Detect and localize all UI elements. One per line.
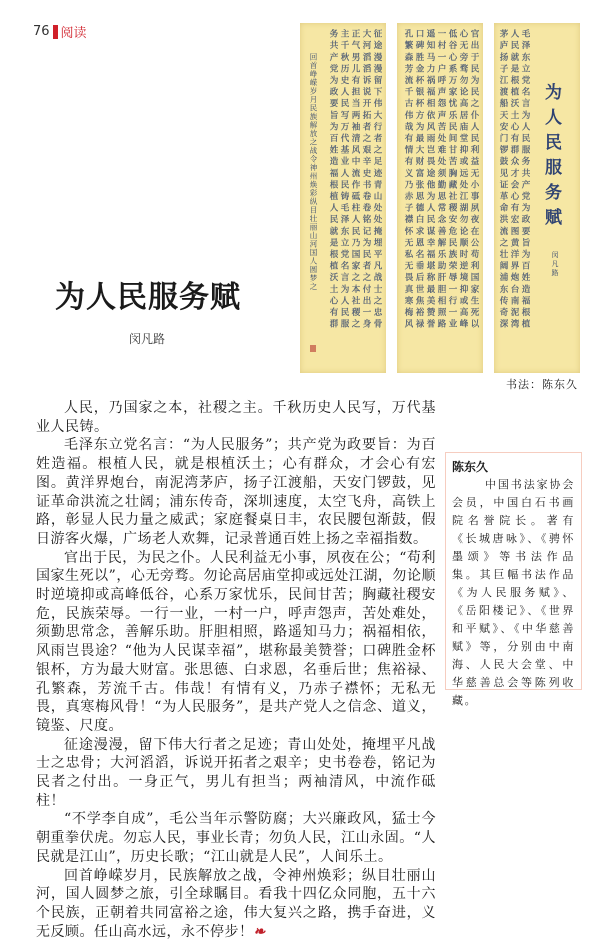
calligraphy-columns <box>403 29 479 331</box>
page-number: 76 <box>33 24 50 39</box>
calligraphy-column: 孔繁森芳流千古伟哉有情有义乃赤子襟怀无私无畏真寒梅风 <box>403 29 413 331</box>
paragraph: “不学李自成”，毛公当年示警防腐；大兴廉政风，猛士今朝重拳伏虎。勿忘人民，事业长青；勿负人民，江山永固。“人民就是江山”，历史长歌；“江山就是人民”，人间乐土。 <box>36 811 436 865</box>
paragraph: 征途漫漫，留下伟大行者之足迹；青山处处，掩埋平凡战士之忠骨；大河滔滔，诉说开拓者之艰辛；史书卷卷，铭记为民者之付出。一身正气，男儿有担当；两袖清风，中流作砥柱！ <box>36 736 436 809</box>
calligraphy-column: 低谷心系万家忧乐民间甘苦胸藏社稷安危民族荣辱一行一业 <box>447 29 457 331</box>
article-body <box>36 399 436 941</box>
calligraphy-columns <box>328 29 382 331</box>
calligraphy-column: 正气男儿有担当两袖清风中流作砥柱人民乃国家之本社稷之 <box>350 29 360 331</box>
calligraphy-column: 口碑胜金杯银杯方为最大财富张思德白求恩名垂后世焦裕禄 <box>414 29 424 331</box>
brush-mark-icon: ❧ <box>253 923 266 940</box>
calligraphy-column: 心无旁骛勿论高居庙堂抑或远处江湖勿论顺时逆境抑或高峰 <box>458 29 468 331</box>
calligraphy-column: 遥知马力祸福相依风雨岂畏途他为人民谋幸福堪称最美赞誉 <box>425 29 435 331</box>
scroll-signature: 闵凡路 <box>551 251 559 278</box>
scroll-title: 为人民服务赋 <box>541 83 561 233</box>
bio-text: 中国书法家协会会员，中国白石书画院名誉院长。著有《长城唐咏》、《骋怀墨颂》等书法作品集。其巨幅书法作品《为人民服务赋》、《岳阳楼记》、《世界和平赋》、《中华慈善赋》等，分别由中南海、人民大会堂、中华慈善总会等陈列收藏。 <box>452 478 575 707</box>
calligraphy-column: 毛泽东立党名言为人民服务共产党为政要旨为百姓造福根植 <box>520 29 530 331</box>
calligraphy-scroll-middle <box>397 23 483 373</box>
calligraphy-column: 官出于民为民之仆人民利益无小事夙夜在公苟利国家生死以 <box>469 29 479 331</box>
article-title: 为人民服务赋 <box>55 280 241 315</box>
calligraphy-scroll-right <box>494 23 580 373</box>
calligraphy-column: 务共产党为政要旨为百姓造福根植人民就是根植沃土心有群 <box>328 29 338 331</box>
bio-name: 陈东久 <box>452 460 489 474</box>
page-header <box>33 22 87 41</box>
paragraph-text: 回首峥嵘岁月，民族解放之战，令神州焕彩；纵目壮丽山河，国人圆梦之旅，引全球瞩目。看我十四亿众同胞，五十六个民族，正朝着共同富裕之途，伟大复兴之路，携手奋进，义无反顾。任山高水远，永不停步！ <box>36 867 436 940</box>
calligraphy-column: 征途漫漫留下伟大行者之足迹青山处处掩埋平凡战士之忠骨 <box>372 29 382 331</box>
calligraphy-inscription: 回首峥嵘岁月民族解放之战令神州焕彩纵目壮丽山河国人圆梦之 <box>309 53 318 291</box>
calligraphy-scroll-left <box>300 23 386 373</box>
calligraphy-column: 大河滔滔诉说开拓者之艰辛史书卷卷铭记为民者之付出一身 <box>361 29 371 331</box>
section-label: 阅读 <box>60 26 87 41</box>
photo-caption: 书法：陈东久 <box>506 378 578 391</box>
calligraphy-column: 一村一户呼声怨声苦处难处须勤思常念善解乐助肝胆相照路 <box>436 29 446 331</box>
paragraph <box>36 867 436 941</box>
section-marker <box>53 25 58 39</box>
paragraph: 官出于民，为民之仆。人民利益无小事，夙夜在公；“苟利国家生死以”，心无旁骛。勿论高居庙堂抑或远处江湖，勿论顺时逆境抑或高峰低谷，心系万家忧乐，民间甘苦；胸藏社稷安危，民族荣辱。一行一业，一村一户，呼声怨声，苦处难处，须勤思常念，善解乐助。肝胆相照，路遥知马力；祸福相依，风雨岂畏途？“他为人民谋幸福”，堪称最美赞誉；口碑胜金杯银杯，方为最大财富。张思德、白求恩，名垂后世；焦裕禄、孔繁森，芳流千古。伟哉！有情有义，乃赤子襟怀；无私无畏，真寒梅风骨！“为人民服务”，是共产党人之信念、道义，镜鉴、尺度。 <box>36 549 436 734</box>
calligraphy-column: 人民就是根植沃土心有群众才会心有宏图黄洋界炮台南泥湾 <box>509 29 519 331</box>
calligraphy-columns <box>498 29 530 331</box>
seal-stamp <box>310 345 316 352</box>
paragraph: 毛泽东立党名言：“为人民服务”；共产党为政要旨：为百姓造福。根植人民，就是根植沃土；心有群众，才会心有宏图。黄洋界炮台，南泥湾茅庐，扬子江渡船，天安门锣鼓，见证革命洪流之壮阔；浦东传奇，深圳速度，太空飞舟，高铁上路，彰显人民力量之威武；家庭餐桌日丰，农民腰包渐鼓，假日游客火爆，广场老人欢舞，记录普通百姓上扬之幸福指数。 <box>36 437 436 547</box>
calligraphy-column: 主千秋历史人民写万代基业人民铸毛泽东立党名言为人民服 <box>339 29 349 331</box>
article-author: 闵凡路 <box>129 332 166 346</box>
author-bio-box <box>445 452 582 707</box>
calligraphy-column: 茅庐扬子江渡船天安门锣鼓见证革命洪流之壮阔浦东传奇深 <box>498 29 508 331</box>
paragraph: 人民，乃国家之本，社稷之主。千秋历史人民写，万代基业人民铸。 <box>36 400 436 435</box>
